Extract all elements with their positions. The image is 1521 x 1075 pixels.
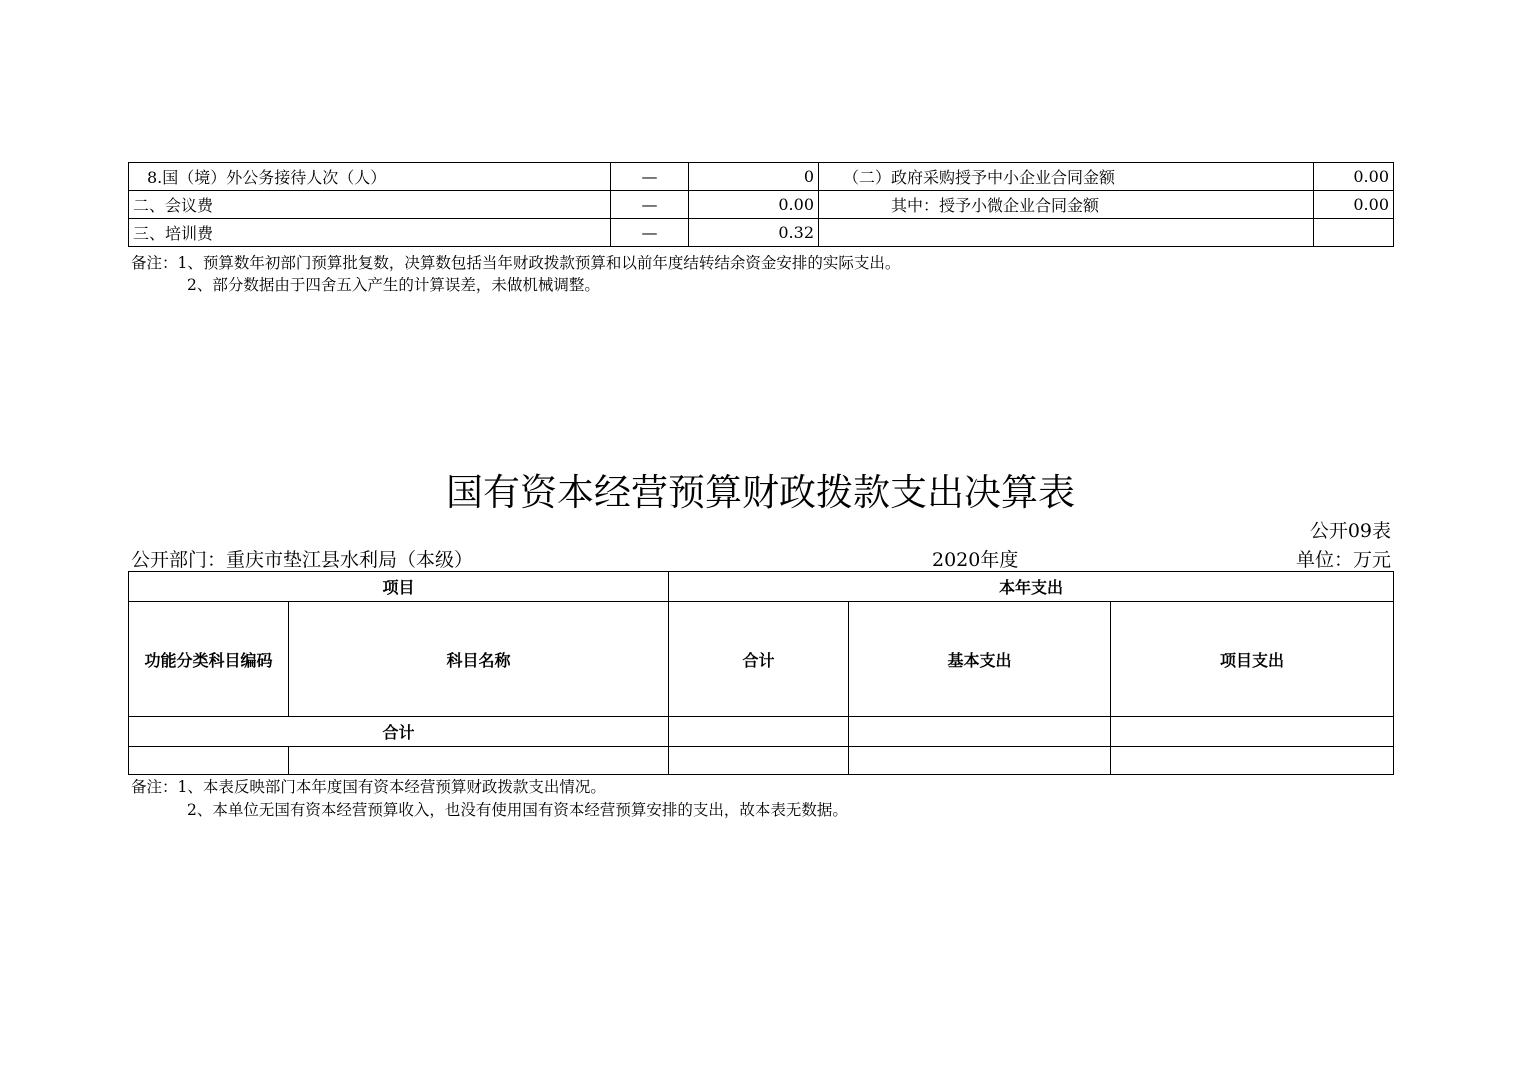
department-label: 公开部门：重庆市垫江县水利局（本级） — [131, 549, 474, 571]
table-row — [129, 191, 1394, 219]
cell-project — [1111, 747, 1394, 775]
row-item: 8.国（境）外公务接待人次（人） — [129, 163, 611, 191]
header-total: 合计 — [669, 602, 849, 717]
row-item: 三、培训费 — [129, 219, 611, 247]
row-value: 0.00 — [689, 191, 819, 219]
cell-code — [129, 747, 289, 775]
row-item2: 其中：授予小微企业合同金额 — [819, 191, 1314, 219]
header-item: 项目 — [129, 572, 669, 602]
row-value2: 0.00 — [1314, 191, 1394, 219]
row-dash: — — [611, 163, 689, 191]
table-row — [129, 163, 1394, 191]
header-row — [129, 602, 1394, 717]
total-row — [129, 717, 1394, 747]
report-note-2: 2、本单位无国有资本经营预算收入，也没有使用国有资本经营预算安排的支出，故本表无数据。 — [187, 801, 848, 819]
row-value2 — [1314, 219, 1394, 247]
row-value: 0 — [689, 163, 819, 191]
row-value2: 0.00 — [1314, 163, 1394, 191]
header-project: 项目支出 — [1111, 602, 1394, 717]
header-row — [129, 572, 1394, 602]
total-project — [1111, 717, 1394, 747]
note-line-2: 2、部分数据由于四舍五入产生的计算误差，未做机械调整。 — [187, 276, 600, 294]
header-name: 科目名称 — [289, 602, 669, 717]
cell-total — [669, 747, 849, 775]
unit-label: 单位：万元 — [1295, 549, 1391, 571]
row-item2: （二）政府采购授予中小企业合同金额 — [819, 163, 1314, 191]
fiscal-year: 2020年度 — [932, 549, 1019, 571]
total-sum — [669, 717, 849, 747]
header-basic: 基本支出 — [849, 602, 1111, 717]
cell-basic — [849, 747, 1111, 775]
table-row — [129, 747, 1394, 775]
cell-name — [289, 747, 669, 775]
report-note-1: 备注：1、本表反映部门本年度国有资本经营预算财政拨款支出情况。 — [131, 778, 606, 796]
row-item2 — [819, 219, 1314, 247]
form-number: 公开09表 — [1309, 520, 1391, 542]
soe-capital-budget-table — [128, 571, 1394, 775]
total-label: 合计 — [129, 717, 669, 747]
header-current-year: 本年支出 — [669, 572, 1394, 602]
total-basic — [849, 717, 1111, 747]
note-line-1: 备注：1、预算数年初部门预算批复数，决算数包括当年财政拨款预算和以前年度结转结余资金安排的实际支出。 — [131, 254, 901, 272]
row-dash: — — [611, 219, 689, 247]
header-code: 功能分类科目编码 — [129, 602, 289, 717]
table-row — [129, 219, 1394, 247]
row-dash: — — [611, 191, 689, 219]
row-value: 0.32 — [689, 219, 819, 247]
report-title: 国有资本经营预算财政拨款支出决算表 — [446, 471, 1075, 514]
row-item: 二、会议费 — [129, 191, 611, 219]
expense-fragment-table — [128, 162, 1394, 247]
